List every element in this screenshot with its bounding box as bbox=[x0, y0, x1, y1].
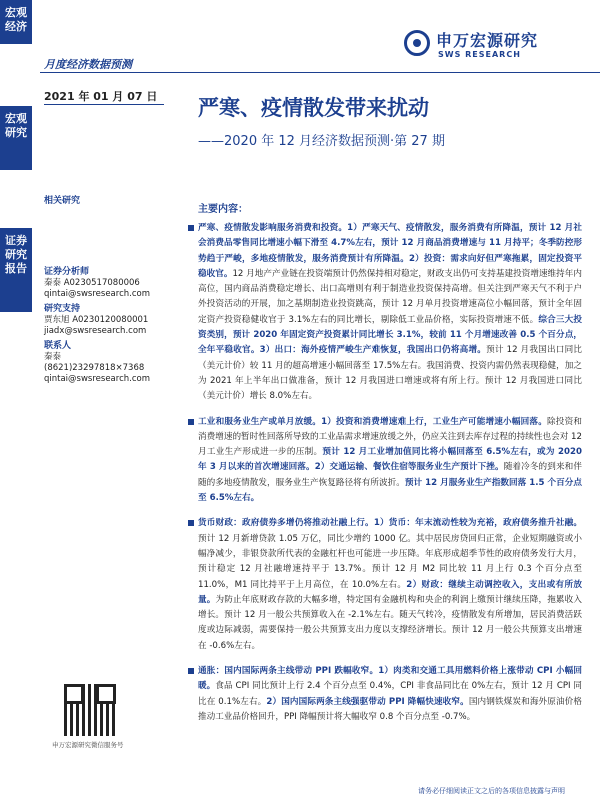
bullet-icon bbox=[188, 520, 194, 526]
left-column bbox=[44, 196, 184, 389]
sidebar-tab-label: 宏观研究 bbox=[5, 112, 27, 139]
para-bold: 货币财政：政府债券多增仍将推动社融上行。1）货币：年末流动性较为充裕，政府债务推升社融。 bbox=[198, 518, 582, 529]
contact-block bbox=[44, 341, 184, 385]
assistant-label: 研究支持 bbox=[44, 304, 81, 314]
logo-name-en: SWS RESEARCH bbox=[438, 50, 521, 59]
sidebar-tab-label: 宏观经济 bbox=[5, 6, 27, 33]
assistant-name: 贾东旭 A0230120080001 bbox=[44, 315, 149, 325]
section-production bbox=[198, 415, 582, 507]
para-bold: 工业和服务业生产或单月放缓。1）投资和消费增速难上行，工业生产可能增速小幅回落。 bbox=[198, 416, 548, 427]
qr-code bbox=[50, 684, 130, 736]
qr-caption: 申万宏源研究微信服务号 bbox=[52, 741, 124, 749]
analyst-label: 证券分析师 bbox=[44, 267, 90, 277]
sidebar-tab-macro-economy bbox=[0, 0, 32, 44]
main-content bbox=[198, 200, 582, 735]
assistant-block bbox=[44, 304, 184, 337]
analyst-email[interactable]: qintai@swsresearch.com bbox=[44, 289, 150, 299]
section-inflation bbox=[198, 664, 582, 725]
date-divider bbox=[44, 104, 164, 105]
sidebar bbox=[0, 0, 32, 800]
para-bold: 综合三大投资类别，预计 2020 年固定资产投资累计同比增长 3.1%，较前 11 个月增速改善 0.5 个百分点，全年平稳收官。3）出口：海外疫情严峻生产难恢复，我国出口仍将高增。 bbox=[198, 314, 582, 356]
report-series: 月度经济数据预测 bbox=[44, 58, 132, 71]
analyst-block bbox=[44, 267, 184, 300]
report-title: 严寒、疫情散发带来扰动 bbox=[198, 96, 429, 120]
para-text: 预计 12 月我国出口同比（美元计价）较 11 月的超高增速小幅回落至 17.5%左右。我国消费、投资内需仍然表现稳健，加之为 2021 年上半年出口做准备，预计 12 月我国进口增速或将有所上行。预计 12 月我国进口同比（美元计价）增长 8.0%左右。 bbox=[198, 345, 582, 402]
main-heading: 主要内容： bbox=[198, 204, 248, 215]
para-bold: 预计 12 月服务业生产指数回落 1.5 个百分点至 6.5%左右。 bbox=[198, 477, 582, 504]
footer-disclaimer: 请务必仔细阅读正文之后的各项信息披露与声明 bbox=[418, 787, 565, 795]
bullet-icon bbox=[188, 668, 194, 674]
section-consumption-investment bbox=[198, 221, 582, 405]
bullet-icon bbox=[188, 225, 194, 231]
report-subtitle: ——2020 年 12 月经济数据预测·第 27 期 bbox=[198, 134, 445, 149]
contact-label: 联系人 bbox=[44, 341, 72, 351]
contact-phone: (8621)23297818×7368 bbox=[44, 363, 145, 373]
logo-name-cn: 申万宏源研究 bbox=[436, 31, 539, 50]
para-text: 随着冷冬的到来和伴随的多地疫情散发，服务业生产恢复路径将有所波折。 bbox=[198, 462, 582, 488]
para-text: 食品 CPI 同比预计上行 2.4 个百分点至 0.4%，CPI 非食品同比在 0%左右，预计 12 月 CPI 同比在 0.1%左右。 bbox=[198, 681, 582, 707]
para-text: 预计 12 月新增贷款 1.05 万亿，同比少增约 1000 亿。其中居民房贷回归正常，企业短期融资或小幅净减少，非银贷款所代表的金融杠杆也可能进一步压降。年底形成超季节性的政府债务发行大月，预计稳定 12 月社融增速持平于 13.7%。预计 12 月 M2 同比较 11 月上行 0.3 个百分点至 11.0%，M1 同比持平于上月高位，在 10.0%左右。 bbox=[198, 533, 582, 590]
para-bold: 预计 12 月工业增加值同比将小幅回落至 6.5%左右，或为 2020 年 3 月以来的首次增速回落。2）交通运输、餐饮住宿等服务业生产预计下挫。 bbox=[198, 447, 582, 473]
sidebar-tab-securities-report bbox=[0, 228, 32, 312]
sidebar-tab-label: 证券研究报告 bbox=[5, 234, 27, 275]
para-bold: 2）财政：继续主动调控收入，支出或有所放量。 bbox=[198, 579, 582, 605]
para-bold: 通胀：国内国际两条主线带动 PPI 跌幅收窄。1）肉类和交通工具用燃料价格上涨带动 CPI 小幅回暖。 bbox=[198, 666, 582, 692]
para-text: 为防止年底财政存款的大幅多增，特定国有金融机构和央企的利润上缴预计继续压降，拖累收入增长。预计 12 月一般公共预算收入在 -2.1%左右。随天气转冷，疫情散发有所增加，居民消费活跃度或边际减弱，需要保持一般公共预算支出力度以支撑经济增长。预计 12 月一般公共预算支出增速在 -0.6%左右。 bbox=[198, 594, 582, 651]
section-monetary-fiscal bbox=[198, 516, 582, 654]
bullet-icon bbox=[188, 419, 194, 425]
report-date: 2021 年 01 月 07 日 bbox=[44, 90, 158, 103]
logo-mark-icon bbox=[404, 30, 430, 56]
company-logo bbox=[404, 28, 574, 68]
para-text: 12 月地产产业链在投资端预计仍然保持相对稳定，财政支出仍可支持基建投资增速维持年内高位，国内商品消费稳定增长、出口高增则有利于制造业投资保持高增。但关注到严寒天气不利于户外投资活动的开展，加之基期制造业投资跳高，预计 12 月单月投资增速高位小幅回落，预计全年固定资产投资稳健收官于 3.1%左右的同比增长，剔除低工业品价格，实际投资增速不低。 bbox=[198, 268, 582, 325]
analyst-name: 秦泰 A0230517080006 bbox=[44, 278, 140, 288]
para-text: 除投资和消费增速的暂时性回落所导致的工业品需求增速放缓之外，仍应关注到去库存过程的持续性也会对 12 月工业生产形成进一步的压制。 bbox=[198, 416, 582, 458]
assistant-email[interactable]: jiadx@swsresearch.com bbox=[44, 326, 147, 336]
para-text: 国内钢铁煤炭和海外原油价格推动工业品价格回升，PPI 降幅预计将大幅收窄 0.8 个百分点至 -0.7%。 bbox=[198, 696, 582, 722]
header-divider bbox=[40, 72, 600, 73]
related-research-label: 相关研究 bbox=[44, 196, 81, 206]
contact-name: 秦泰 bbox=[44, 352, 62, 362]
para-bold: 2）国内国际两条主线强驱带动 PPI 降幅快速收窄。 bbox=[266, 696, 469, 707]
para-bold: 严寒、疫情散发影响服务消费和投资。1）严寒天气、疫情散发，服务消费有所降温，预计 12 月社会消费品零售同比增速小幅下滑至 4.7%左右，预计 12 月商品消费增速与 11 月持平；冬季防控形势趋于严峻，多地疫情散发，服务消费预计有所降温。2）投资：需求向好但严寒拖累，固定投资平稳收官。 bbox=[198, 223, 582, 279]
qr-code-icon bbox=[64, 684, 116, 736]
contact-email[interactable]: qintai@swsresearch.com bbox=[44, 374, 150, 384]
sidebar-tab-macro-research bbox=[0, 106, 32, 170]
